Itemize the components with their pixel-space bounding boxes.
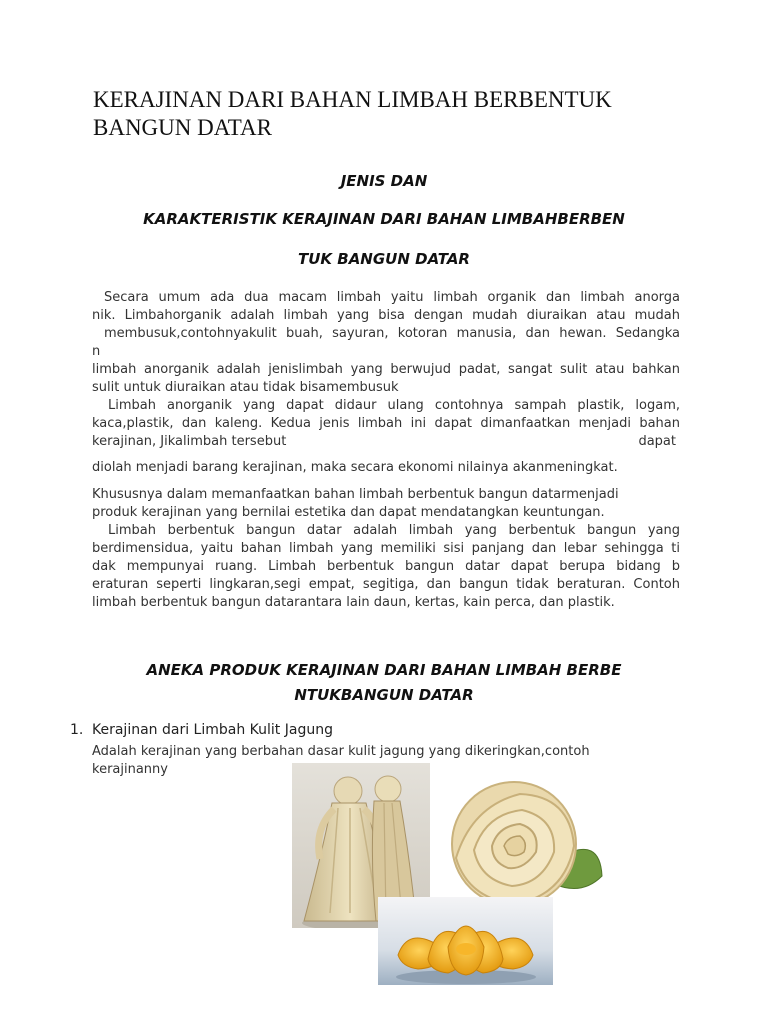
paragraph-line: berdimensidua, yaitu bahan limbah yang memiliki sisi panjang dan lebar sehingga ti (92, 541, 680, 556)
list-item-number: 1. (70, 722, 84, 738)
list-item-title: Kerajinan dari Limbah Kulit Jagung (92, 722, 333, 738)
description-line: Adalah kerajinan yang berbahan dasar kulit jagung yang dikeringkan,contoh (92, 744, 590, 759)
paragraph-line-end: dapat (638, 434, 676, 449)
paragraph-line: diolah menjadi barang kerajinan, maka secara ekonomi nilainya akanmeningkat. (92, 460, 618, 475)
paragraph-line: sulit untuk diuraikan atau tidak bisamembusuk (92, 380, 399, 395)
description-line: kerajinanny (92, 762, 168, 777)
paragraph-line: produk kerajinan yang bernilai estetika dan dapat mendatangkan keuntungan. (92, 505, 605, 520)
paragraph-line: eraturan seperti lingkaran,segi empat, segitiga, dan bangun tidak beraturan. Contoh (92, 577, 680, 592)
paragraph-line: kaca,plastik, dan kaleng. Kedua jenis limbah ini dapat dimanfaatkan menjadi bahan (92, 416, 680, 431)
paragraph-line: limbah anorganik adalah jenislimbah yang berwujud padat, sangat sulit atau bahkan (92, 362, 680, 377)
subheading-line: KARAKTERISTIK KERAJINAN DARI BAHAN LIMBAHBERBEN (143, 210, 625, 228)
paragraph-line (92, 433, 680, 451)
title-line: KERAJINAN DARI BAHAN LIMBAH BERBENTUK (93, 87, 612, 112)
title-line: BANGUN DATAR (93, 115, 272, 140)
paragraph-1 (92, 289, 680, 477)
section2-heading-line: NTUKBANGUN DATAR (294, 686, 474, 704)
paragraph-line: limbah berbentuk bangun datarantara lain daun, kertas, kain perca, dan plastik. (92, 595, 615, 610)
paragraph-line: Secara umum ada dua macam limbah yaitu limbah organik dan limbah anorga (104, 290, 680, 305)
paragraph-line: Limbah anorganik yang dapat didaur ulang contohnya sampah plastik, logam, (108, 398, 680, 413)
paragraph-line: n (92, 344, 101, 359)
paragraph-line: nik. Limbahorganik adalah limbah yang bisa dengan mudah diuraikan atau mudah (92, 308, 680, 323)
paragraph-line: dak mempunyai ruang. Limbah berbentuk bangun datar dapat berupa bidang b (92, 559, 680, 574)
paragraph-line: Limbah berbentuk bangun datar adalah limbah yang berbentuk bangun yang (108, 523, 680, 538)
list-item-heading (70, 722, 333, 738)
section2-heading-line: ANEKA PRODUK KERAJINAN DARI BAHAN LIMBAH BERBE (146, 661, 622, 679)
document-title (93, 86, 693, 142)
paragraph-2 (92, 486, 680, 612)
subheading-line: TUK BANGUN DATAR (298, 250, 470, 268)
subheading-line: JENIS DAN (340, 172, 428, 190)
paragraph-line: Khususnya dalam memanfaatkan bahan limbah berbentuk bangun datarmenjadi (92, 487, 619, 502)
paragraph-line: membusuk,contohnyakulit buah, sayuran, kotoran manusia, dan hewan. Sedangka (104, 326, 680, 341)
yellow-flower-craft-photo (378, 897, 553, 985)
paragraph-line-start: kerajinan, Jikalimbah tersebut (92, 434, 287, 449)
